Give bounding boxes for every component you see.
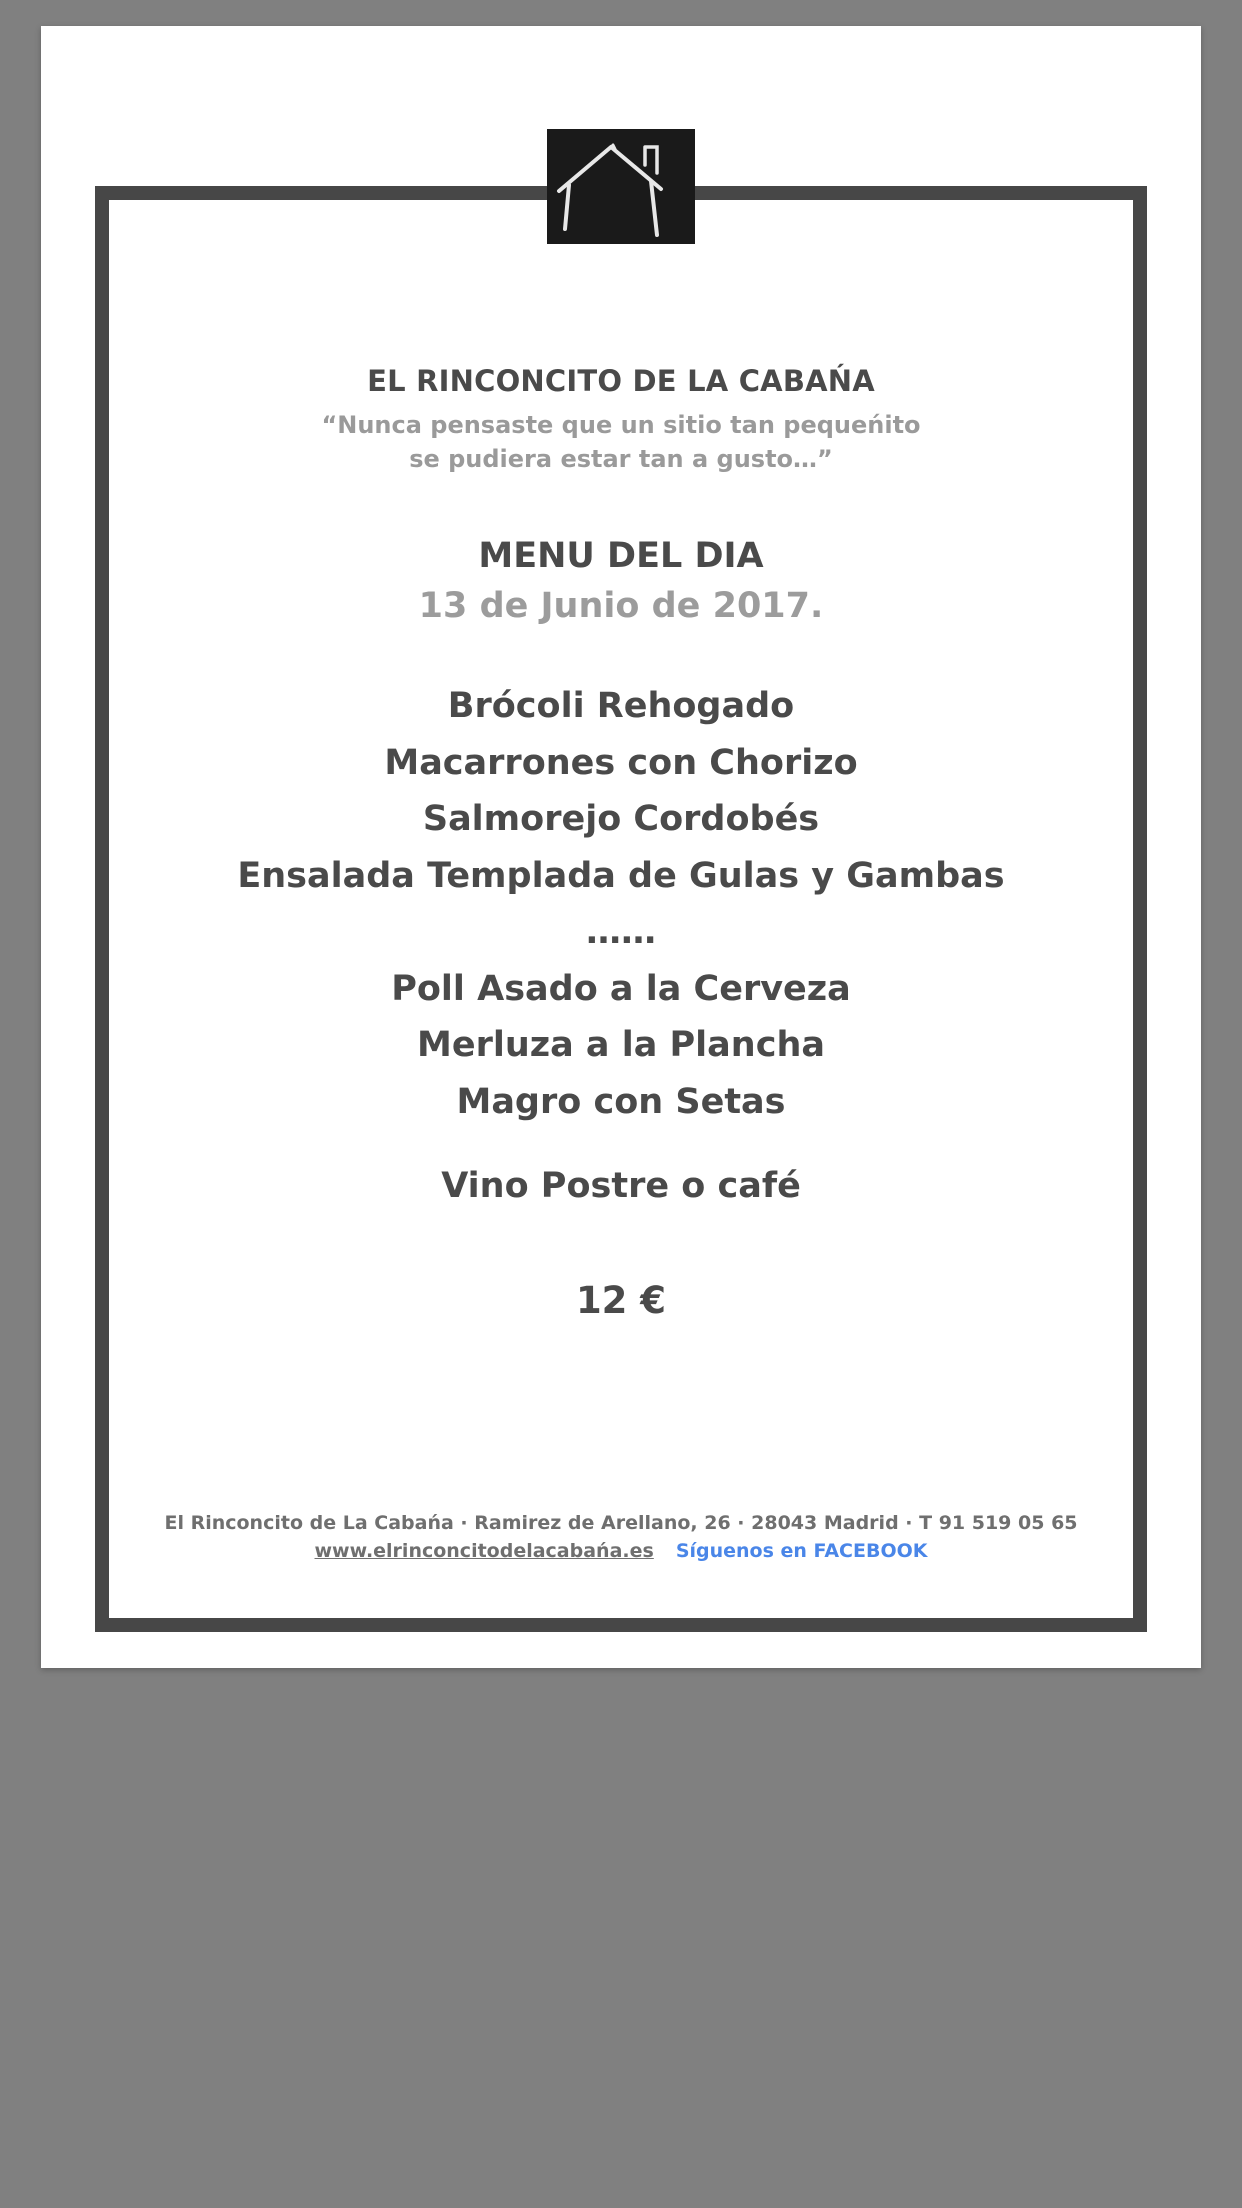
- menu-page: [41, 26, 1201, 1668]
- dish-item: Merluza a la Plancha: [417, 1025, 825, 1065]
- footer-links: [41, 1540, 1201, 1562]
- house-icon: [547, 129, 695, 244]
- menu-extras: Vino Postre o café: [441, 1166, 801, 1206]
- tagline: [41, 408, 1201, 476]
- dish-item: Brócoli Rehogado: [447, 686, 795, 726]
- footer-address: El Rinconcito de La Cabańa · Ramirez de Arellano, 26 · 28043 Madrid · T 91 519 05 65: [164, 1512, 1078, 1534]
- dish-item: Macarrones con Chorizo: [384, 742, 858, 783]
- menu-title: MENU DEL DIA: [478, 536, 764, 576]
- dish-item: Poll Asado a la Cerveza: [391, 968, 851, 1009]
- menu-date: 13 de Junio de 2017.: [418, 586, 824, 626]
- tagline-line-1: “Nunca pensaste que un sitio tan pequeńito: [321, 411, 921, 439]
- tagline-line-2: se pudiera estar tan a gusto…”: [409, 445, 833, 473]
- dish-item: Ensalada Templada de Gulas y Gambas: [237, 855, 1005, 896]
- facebook-link[interactable]: Síguenos en FACEBOOK: [675, 1540, 928, 1562]
- restaurant-name: EL RINCONCITO DE LA CABAŃA: [367, 364, 875, 398]
- dish-item: Magro con Setas: [456, 1081, 786, 1122]
- dish-list: [41, 678, 1201, 1130]
- dish-item: Salmorejo Cordobés: [422, 799, 820, 839]
- website-link[interactable]: www.elrinconcitodelacabańa.es: [314, 1540, 654, 1562]
- course-separator: ……: [586, 912, 656, 952]
- menu-price: 12 €: [575, 1279, 667, 1322]
